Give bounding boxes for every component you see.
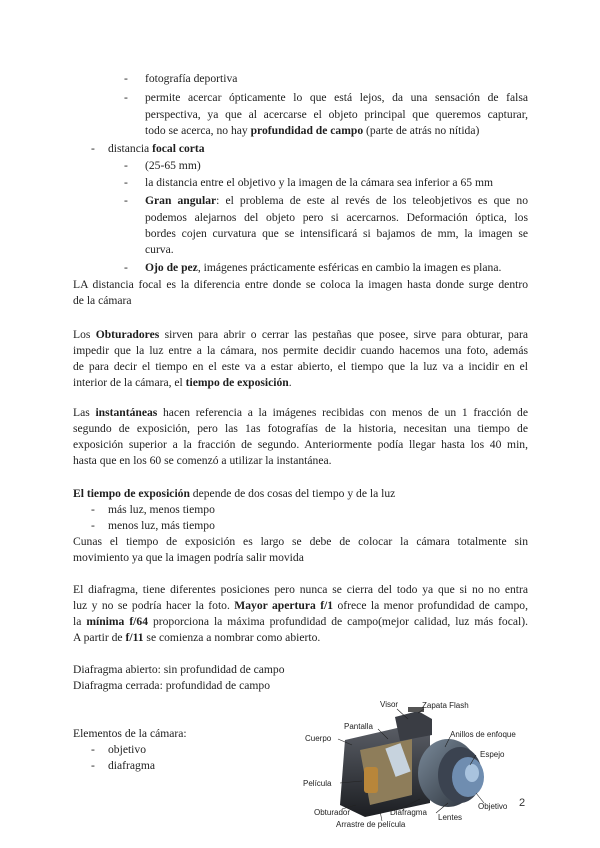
paragraph-line: Diafragma abierto: sin profundidad de campo [73,663,285,676]
camera-label-anillos: Anillos de enfoque [450,730,516,739]
camera-label-visor: Visor [380,700,399,709]
paragraph-line: de la cámara [73,294,132,307]
list-item: permite acercar ópticamente lo que está lejos, da una sensación de falsa [145,91,528,104]
paragraph-line: interior de la cámara, el tiempo de exposición. [73,376,292,389]
list-dash: - [91,759,95,772]
list-item: (25-65 mm) [145,159,201,172]
list-item: objetivo [108,743,146,756]
list-item: fotografía deportiva [145,72,238,85]
camera-label-diafragma: Diafragma [390,808,427,817]
camera-label-obturador: Obturador [314,808,351,817]
list-dash: - [91,743,95,756]
list-item: distancia focal corta [108,142,205,155]
paragraph-line: hasta que en los 60 se comenzó a utilizar la instantánea. [73,454,332,467]
paragraph-line: de para decir el tiempo en el este va a estar abierto, el tiempo que la luz va a incidir en el [73,360,528,373]
list-item: Gran angular: el problema de este al revés de los teleobjetivos es que no [145,194,529,207]
camera-label-pantalla: Pantalla [344,722,373,731]
paragraph-line: Diafragma cerrada: profundidad de campo [73,679,270,692]
paragraph-line: Cunas el tiempo de exposición es largo se debe de colocar la cámara totalmente sin [73,535,528,548]
list-item: diafragma [108,759,155,772]
camera-label-cuerpo: Cuerpo [305,734,332,743]
list-item-cont: curva. [145,243,174,256]
list-item: más luz, menos tiempo [108,503,215,516]
paragraph-line: El tiempo de exposición depende de dos cosas del tiempo y de la luz [73,487,396,500]
camera-label-pelicula: Película [303,779,332,788]
list-item-cont: bordes cojen curvatura que se intensificará si bajamos de mm, la imagen se [145,227,528,240]
paragraph-line: segundo de exposición, pero las 1as fotografías de la historia, necesitan una tiempo de [73,422,528,435]
paragraph-line: LA distancia focal es la diferencia entre donde se coloca la imagen hasta donde surge dentro [73,278,528,291]
list-dash: - [124,261,128,274]
list-item-cont: todo se acerca, no hay profundidad de campo (parte de atrás no nítida) [145,124,480,137]
list-dash: - [91,503,95,516]
list-dash: - [91,142,95,155]
paragraph-line: la mínima f/64 proporciona la máxima profundidad de campo(mejor calidad, luz más focal). [73,615,528,628]
camera-label-lentes: Lentes [438,813,463,822]
paragraph-line: A partir de f/11 se comienza a nombrar como abierto. [73,631,321,644]
camera-label-espejo: Espejo [480,750,505,759]
paragraph-line: exposición superior a la fracción de segundo. Anteriormente podía llegar hasta los 40 min, [73,438,528,451]
list-item: Ojo de pez, imágenes prácticamente esféricas en cambio la imagen es plana. [145,261,502,274]
list-item-cont: perspectiva, ya que al acercarse el objeto principal que queremos capturar, [145,108,528,121]
camera-label-arrastre: Arrastre de película [336,820,406,829]
film-roll [364,767,378,793]
list-dash: - [91,519,95,532]
list-dash: - [124,91,128,104]
paragraph-line: impedir que la luz entre a la cámara, nos permite decidir cuando hacemos una foto, además [73,344,528,357]
paragraph-line: El diafragma, tiene diferentes posiciones pero nunca se cierra del todo ya que si no no entra [73,583,528,596]
camera-label-objetivo: Objetivo [478,802,508,811]
section-heading: Elementos de la cámara: [73,727,187,740]
page-number: 2 [519,797,526,809]
paragraph-line: Los Obturadores sirven para abrir o cerrar las pestañas que posee, sirve para obturar, para [73,328,528,341]
list-dash: - [124,194,128,207]
list-dash: - [124,159,128,172]
lens-glass-highlight [465,764,479,782]
list-item-cont: podemos alejarnos del objeto pero si acercarnos. Deformación óptica, los [145,211,528,224]
list-dash: - [124,72,128,85]
paragraph-line: luz y no se podría hacer la foto. Mayor apertura f/1 ofrece la menor profundidad de campo, [73,599,528,612]
camera-label-zapata: Zapata Flash [422,701,469,710]
list-item: menos luz, más tiempo [108,519,215,532]
paragraph-line: movimiento ya que la imagen podría salir movida [73,551,304,564]
paragraph-line: Las instantáneas hacen referencia a la imágenes recibidas con menos de un 1 fracción de [73,406,528,419]
list-item: la distancia entre el objetivo y la imagen de la cámara sea inferior a 65 mm [145,176,493,189]
list-dash: - [124,176,128,189]
